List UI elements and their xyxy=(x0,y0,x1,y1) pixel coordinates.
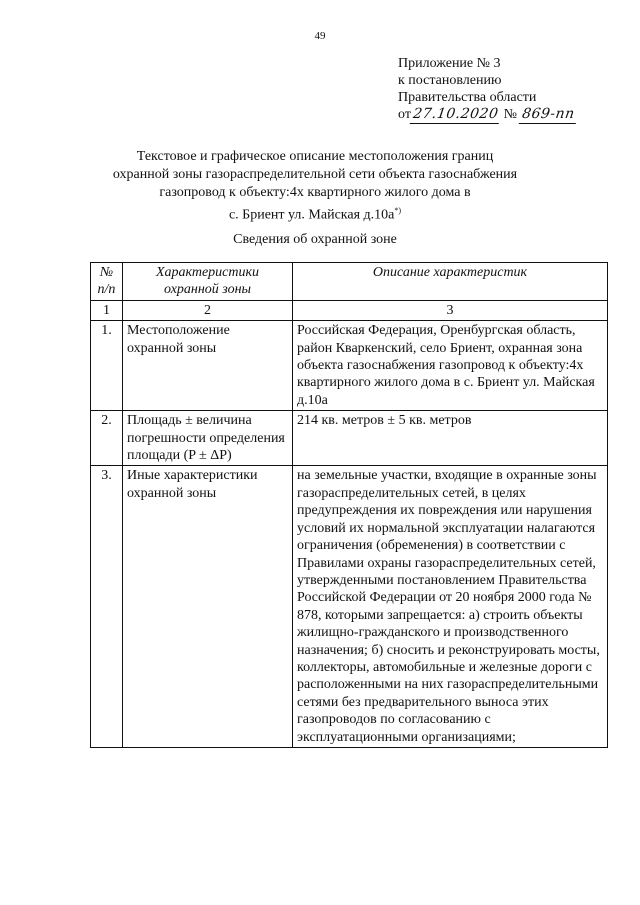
row-number: 2. xyxy=(91,411,123,466)
row-description: 214 кв. метров ± 5 кв. метров xyxy=(293,411,608,466)
handwritten-number: 869-пп xyxy=(519,106,578,124)
appendix-line-1: Приложение № 3 xyxy=(398,56,501,71)
header-number: № п/п xyxy=(91,263,123,301)
number-prefix: № xyxy=(503,107,517,122)
section-subtitle: Сведения об охранной зоне xyxy=(233,232,397,247)
date-prefix: от xyxy=(398,107,411,122)
table-row xyxy=(91,321,608,411)
title-line-1: Текстовое и графическое описание местоположения границ xyxy=(136,149,494,164)
table-row xyxy=(91,411,608,466)
index-cell: 3 xyxy=(293,300,608,320)
table-index-row xyxy=(91,300,608,320)
row-characteristic: Иные характеристики охранной зоны xyxy=(123,466,293,748)
footnote-mark: *) xyxy=(394,206,402,215)
appendix-line-3: Правительства области xyxy=(398,90,537,105)
row-characteristic: Площадь ± величина погрешности определения площади (P ± ΔP) xyxy=(123,411,293,466)
table-header-row xyxy=(91,263,608,301)
table-row xyxy=(91,466,608,748)
index-cell: 1 xyxy=(91,300,123,320)
title-address: с. Бриент ул. Майская д.10а xyxy=(228,207,395,223)
page-number: 49 xyxy=(314,30,326,42)
row-characteristic: Местоположение охранной зоны xyxy=(123,321,293,411)
row-description: на земельные участки, входящие в охранные зоны газораспределительных сетей, в целях предупреждения их повреждения или нарушения условий их нормальной эксплуатации налагаются ограничения (обременения) в соответствии с Правилами охраны газораспределительных сетей, утвержденными постановлением Правительства Российской Федерации от 20 ноября 2000 года № 878, которыми запрещается: а) строить объекты жилищно-гражданского и производственного назначения; б) сносить и реконструировать мосты, коллекторы, автомобильные и железные дороги с расположенными на них газораспределительными сетями без предварительного выноса этих газопроводов по согласованию с эксплуатационными организациями; xyxy=(293,466,608,748)
row-number: 1. xyxy=(91,321,123,411)
zone-info-table xyxy=(90,262,608,748)
appendix-block xyxy=(398,55,577,124)
row-description: Российская Федерация, Оренбургская область, район Кваркенский, село Бриент, охранная зона объекта газоснабжения газопровод к объекту:4х квартирного жилого дома в с. Бриент ул. Майская д.10а xyxy=(293,321,608,411)
document-title xyxy=(80,148,550,225)
title-line-4 xyxy=(80,202,550,225)
appendix-date-line xyxy=(398,106,577,124)
row-number: 3. xyxy=(91,466,123,748)
appendix-line-2: к постановлению xyxy=(398,73,502,88)
index-cell: 2 xyxy=(123,300,293,320)
handwritten-date: 27.10.2020 xyxy=(410,106,502,124)
header-characteristic: Характеристики охранной зоны xyxy=(123,263,293,301)
header-description: Описание характеристик xyxy=(293,263,608,301)
title-line-3: газопровод к объекту:4х квартирного жилого дома в xyxy=(159,185,471,200)
title-line-2: охранной зоны газораспределительной сети объекта газоснабжения xyxy=(112,167,518,182)
